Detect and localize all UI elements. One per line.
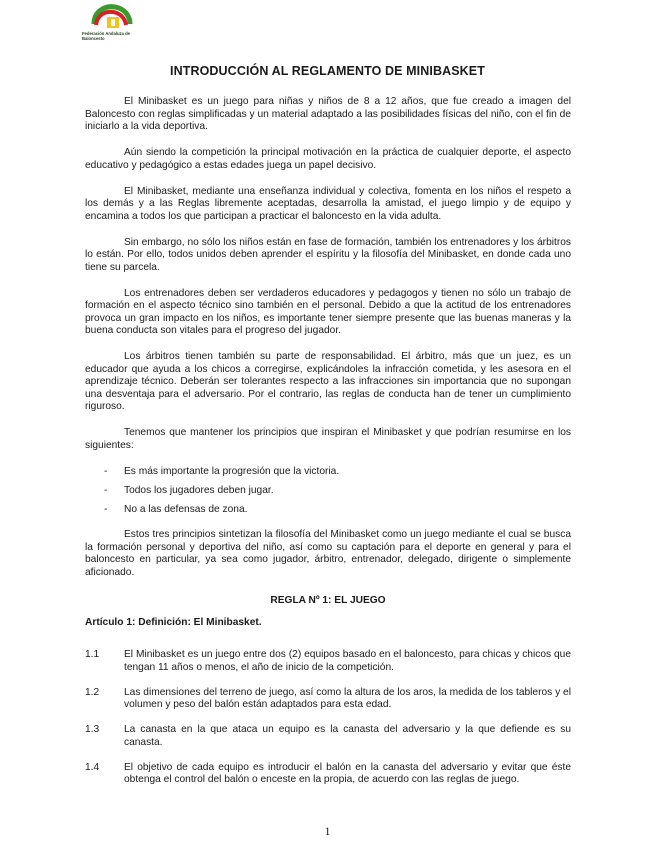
- document-title: INTRODUCCIÓN AL REGLAMENTO DE MINIBASKET: [170, 64, 485, 78]
- bullet-dash: -: [104, 503, 108, 515]
- article-item: [85, 762, 571, 787]
- article-item: [85, 649, 571, 674]
- intro-paragraph-2: Aún siendo la competición la principal motivación en la práctica de cualquier deporte, el aspecto educativo y pedagógico a estas edades juega un papel decisivo.: [85, 147, 571, 171]
- list-item: [85, 485, 571, 498]
- logo-caption: Federación Andaluza de Baloncesto: [82, 31, 131, 41]
- intro-paragraph-7: Tenemos que mantener los principios que inspiran el Minibasket y que podrían resumirse en los siguientes:: [85, 427, 571, 451]
- item-number: 1.3: [85, 724, 100, 735]
- intro-paragraph-5: Los entrenadores deben ser verdaderos educadores y pedagogos y tienen no sólo un trabajo de formación en el aspecto técnico sino también en el personal. Debido a que la actitud de los entrenadores provoca un gran impacto en los niños, es importante tener siempre presente que las buenas maneras y la buena conducta son vitales para el progreso del jugador.: [85, 287, 571, 336]
- intro-paragraph-6: Los árbitros tienen también su parte de responsabilidad. El árbitro, más que un juez, es un educador que ayuda a los chicos a corregirse, explicándoles la infracción cometida, y les asesora en el aprendizaje técnico. Deberán ser tolerantes respecto a las infracciones sin importancia que no supongan una desventaja para el adversario. Por el contrario, las reglas de conducta han de tener un cumplimiento riguroso.: [85, 351, 571, 412]
- rule-heading: REGLA Nº 1: EL JUEGO: [270, 595, 386, 606]
- item-number: 1.2: [85, 686, 100, 698]
- intro-paragraph-4: Sin embargo, no sólo los niños están en fase de formación, también los entrenadores y los árbitros lo están. Por ello, todos unidos deben aprender el espíritu y la filosofía del Minibasket, en donde cada uno tiene su parcela.: [85, 236, 571, 273]
- principles-list: [85, 466, 571, 517]
- page-number: 1: [324, 824, 331, 838]
- item-text: La canasta en la que ataca un equipo es la canasta del adversario y la que defiende es su canasta.: [124, 724, 571, 748]
- item-number: 1.4: [85, 761, 100, 773]
- list-item-text: Todos los jugadores deben jugar.: [124, 484, 274, 496]
- intro-paragraph-1: El Minibasket es un juego para niñas y niños de 8 a 12 años, que fue creado a imagen del Baloncesto con reglas simplificadas y un material adaptado a las posibilidades físicas del niño, con el fin de iniciarlo a la vida deportiva.: [85, 96, 571, 132]
- article-title: Artículo 1: Definición: El Minibasket.: [85, 616, 262, 628]
- article-item: [85, 687, 571, 712]
- federation-logo: [85, 2, 137, 48]
- bullet-dash: -: [104, 465, 108, 477]
- list-item: [85, 504, 571, 517]
- article-item: [85, 724, 571, 749]
- closing-paragraph: Estos tres principios sintetizan la filosofía del Minibasket como un juego mediante el cual se busca la formación personal y deportiva del niño, así como su captación para el deporte en general y para el baloncesto en particular, ya sea como jugador, árbitro, entrenador, delegado, dirigente o simplemente aficionado.: [85, 529, 571, 578]
- item-text: Las dimensiones del terreno de juego, así como la altura de los aros, la medida de los tableros y el volumen y peso del balón están adaptados para esta edad.: [124, 686, 571, 710]
- item-text: El objetivo de cada equipo es introducir el balón en la canasta del adversario y evitar que éste obtenga el control del balón o enceste en la propia, de acuerdo con las reglas de juego.: [124, 761, 571, 785]
- item-text: El Minibasket es un juego entre dos (2) equipos basado en el baloncesto, para chicas y chicos que tengan 11 años o menos, el año de inicio de la competición.: [124, 649, 571, 673]
- bullet-dash: -: [104, 484, 108, 496]
- list-item-text: Es más importante la progresión que la victoria.: [124, 465, 340, 477]
- intro-paragraph-3: El Minibasket, mediante una enseñanza individual y colectiva, fomenta en los niños el respeto a los demás y a las Reglas libremente aceptadas, desarrolla la amistad, el juego limpio y de equipo y encamina a todos los que participan a practicar el baloncesto en la vida adulta.: [85, 185, 571, 222]
- list-item-text: No a las defensas de zona.: [124, 503, 248, 515]
- item-number: 1.1: [85, 649, 100, 660]
- list-item: [85, 466, 571, 479]
- document-body: [85, 96, 571, 799]
